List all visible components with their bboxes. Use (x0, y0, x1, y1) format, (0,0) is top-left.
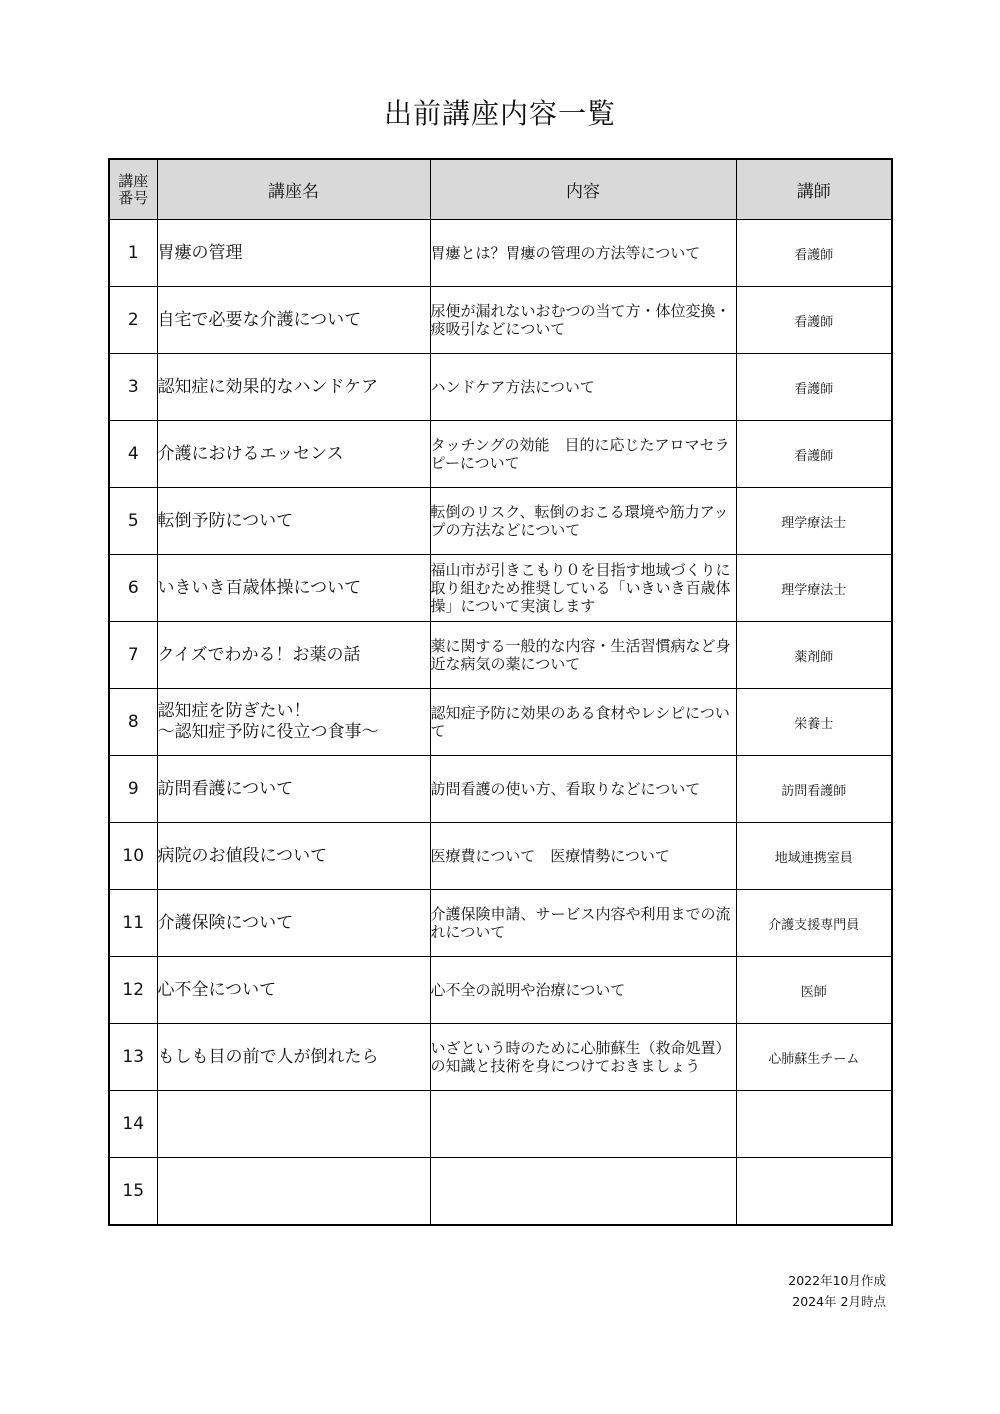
table-row (109, 421, 892, 488)
course-number-cell: 5 (109, 488, 157, 555)
course-name-cell: 胃瘻の管理 (157, 220, 430, 287)
lecturer-cell: 訪問看護師 (736, 756, 892, 823)
content-cell: 医療費について 医療情勢について (430, 823, 736, 890)
table-row (109, 354, 892, 421)
course-number-cell: 14 (109, 1091, 157, 1158)
course-name-cell: クイズでわかる！お薬の話 (157, 622, 430, 689)
content-cell (430, 1091, 736, 1158)
course-number-cell: 13 (109, 1024, 157, 1091)
content-cell: 介護保険申請、サービス内容や利用までの流れについて (430, 890, 736, 957)
table-row (109, 1024, 892, 1091)
content-cell: 訪問看護の使い方、看取りなどについて (430, 756, 736, 823)
footer (788, 1270, 886, 1312)
lecturer-cell: 薬剤師 (736, 622, 892, 689)
lecturer-cell: 地域連携室員 (736, 823, 892, 890)
content-cell: 転倒のリスク、転倒のおこる環境や筋力アップの方法などについて (430, 488, 736, 555)
course-name-cell: 転倒予防について (157, 488, 430, 555)
content-cell: ハンドケア方法について (430, 354, 736, 421)
header-row (109, 159, 892, 220)
content-cell: 心不全の説明や治療について (430, 957, 736, 1024)
course-number-cell: 4 (109, 421, 157, 488)
header-course-name: 講座名 (157, 159, 430, 220)
lecturer-cell: 看護師 (736, 354, 892, 421)
table-row (109, 1091, 892, 1158)
content-cell: タッチングの効能 目的に応じたアロマセラピーについて (430, 421, 736, 488)
course-number-cell: 3 (109, 354, 157, 421)
table-row (109, 287, 892, 354)
course-name-cell: 訪問看護について (157, 756, 430, 823)
content-cell: 尿便が漏れないおむつの当て方・体位変換・痰吸引などについて (430, 287, 736, 354)
course-name-cell: 介護保険について (157, 890, 430, 957)
lecturer-cell: 看護師 (736, 421, 892, 488)
page-title: 出前講座内容一覧 (383, 97, 616, 130)
course-name-cell: 心不全について (157, 957, 430, 1024)
course-number-cell: 10 (109, 823, 157, 890)
header-lecturer: 講師 (736, 159, 892, 220)
course-number-cell: 12 (109, 957, 157, 1024)
table-row (109, 488, 892, 555)
course-table (108, 158, 893, 1226)
lecturer-cell (736, 1158, 892, 1226)
course-number-cell: 6 (109, 555, 157, 622)
course-name-cell: いきいき百歳体操について (157, 555, 430, 622)
course-name-cell: 認知症に効果的なハンドケア (157, 354, 430, 421)
course-name-cell (157, 1091, 430, 1158)
lecturer-cell: 栄養士 (736, 689, 892, 756)
course-number-cell: 11 (109, 890, 157, 957)
lecturer-cell: 看護師 (736, 287, 892, 354)
lecturer-cell: 理学療法士 (736, 488, 892, 555)
course-name-cell: もしも目の前で人が倒れたら (157, 1024, 430, 1091)
content-cell (430, 1158, 736, 1226)
course-name-cell: 自宅で必要な介護について (157, 287, 430, 354)
table-row (109, 220, 892, 287)
table-row (109, 890, 892, 957)
table-row (109, 689, 892, 756)
content-cell: いざという時のために心肺蘇生（救命処置）の知識と技術を身につけておきましょう (430, 1024, 736, 1091)
course-name-cell (157, 1158, 430, 1226)
table-row (109, 1158, 892, 1226)
lecturer-cell (736, 1091, 892, 1158)
course-number-cell: 7 (109, 622, 157, 689)
lecturer-cell: 介護支援専門員 (736, 890, 892, 957)
lecturer-cell: 看護師 (736, 220, 892, 287)
created-date: 2022年10月作成 (788, 1273, 886, 1288)
content-cell: 胃瘻とは？胃瘻の管理の方法等について (430, 220, 736, 287)
as-of-date: 2024年 2月時点 (792, 1294, 886, 1309)
course-number-cell: 9 (109, 756, 157, 823)
lecturer-cell: 医師 (736, 957, 892, 1024)
table-row (109, 957, 892, 1024)
table-row (109, 823, 892, 890)
header-content: 内容 (430, 159, 736, 220)
table-row (109, 622, 892, 689)
course-name-cell: 介護におけるエッセンス (157, 421, 430, 488)
lecturer-cell: 理学療法士 (736, 555, 892, 622)
content-cell: 認知症予防に効果のある食材やレシピについて (430, 689, 736, 756)
course-number-cell: 8 (109, 689, 157, 756)
course-name-cell: 認知症を防ぎたい！ ～認知症予防に役立つ食事～ (157, 689, 430, 756)
course-number-cell: 1 (109, 220, 157, 287)
table-row (109, 756, 892, 823)
content-cell: 薬に関する一般的な内容・生活習慣病など身近な病気の薬について (430, 622, 736, 689)
course-number-cell: 2 (109, 287, 157, 354)
content-cell: 福山市が引きこもり０を目指す地域づくりに取り組むため推奨している「いきいき百歳体操」について実演します (430, 555, 736, 622)
header-course-number: 講座番号 (109, 159, 157, 220)
course-number-cell: 15 (109, 1158, 157, 1226)
table-row (109, 555, 892, 622)
course-name-cell: 病院のお値段について (157, 823, 430, 890)
lecturer-cell: 心肺蘇生チーム (736, 1024, 892, 1091)
